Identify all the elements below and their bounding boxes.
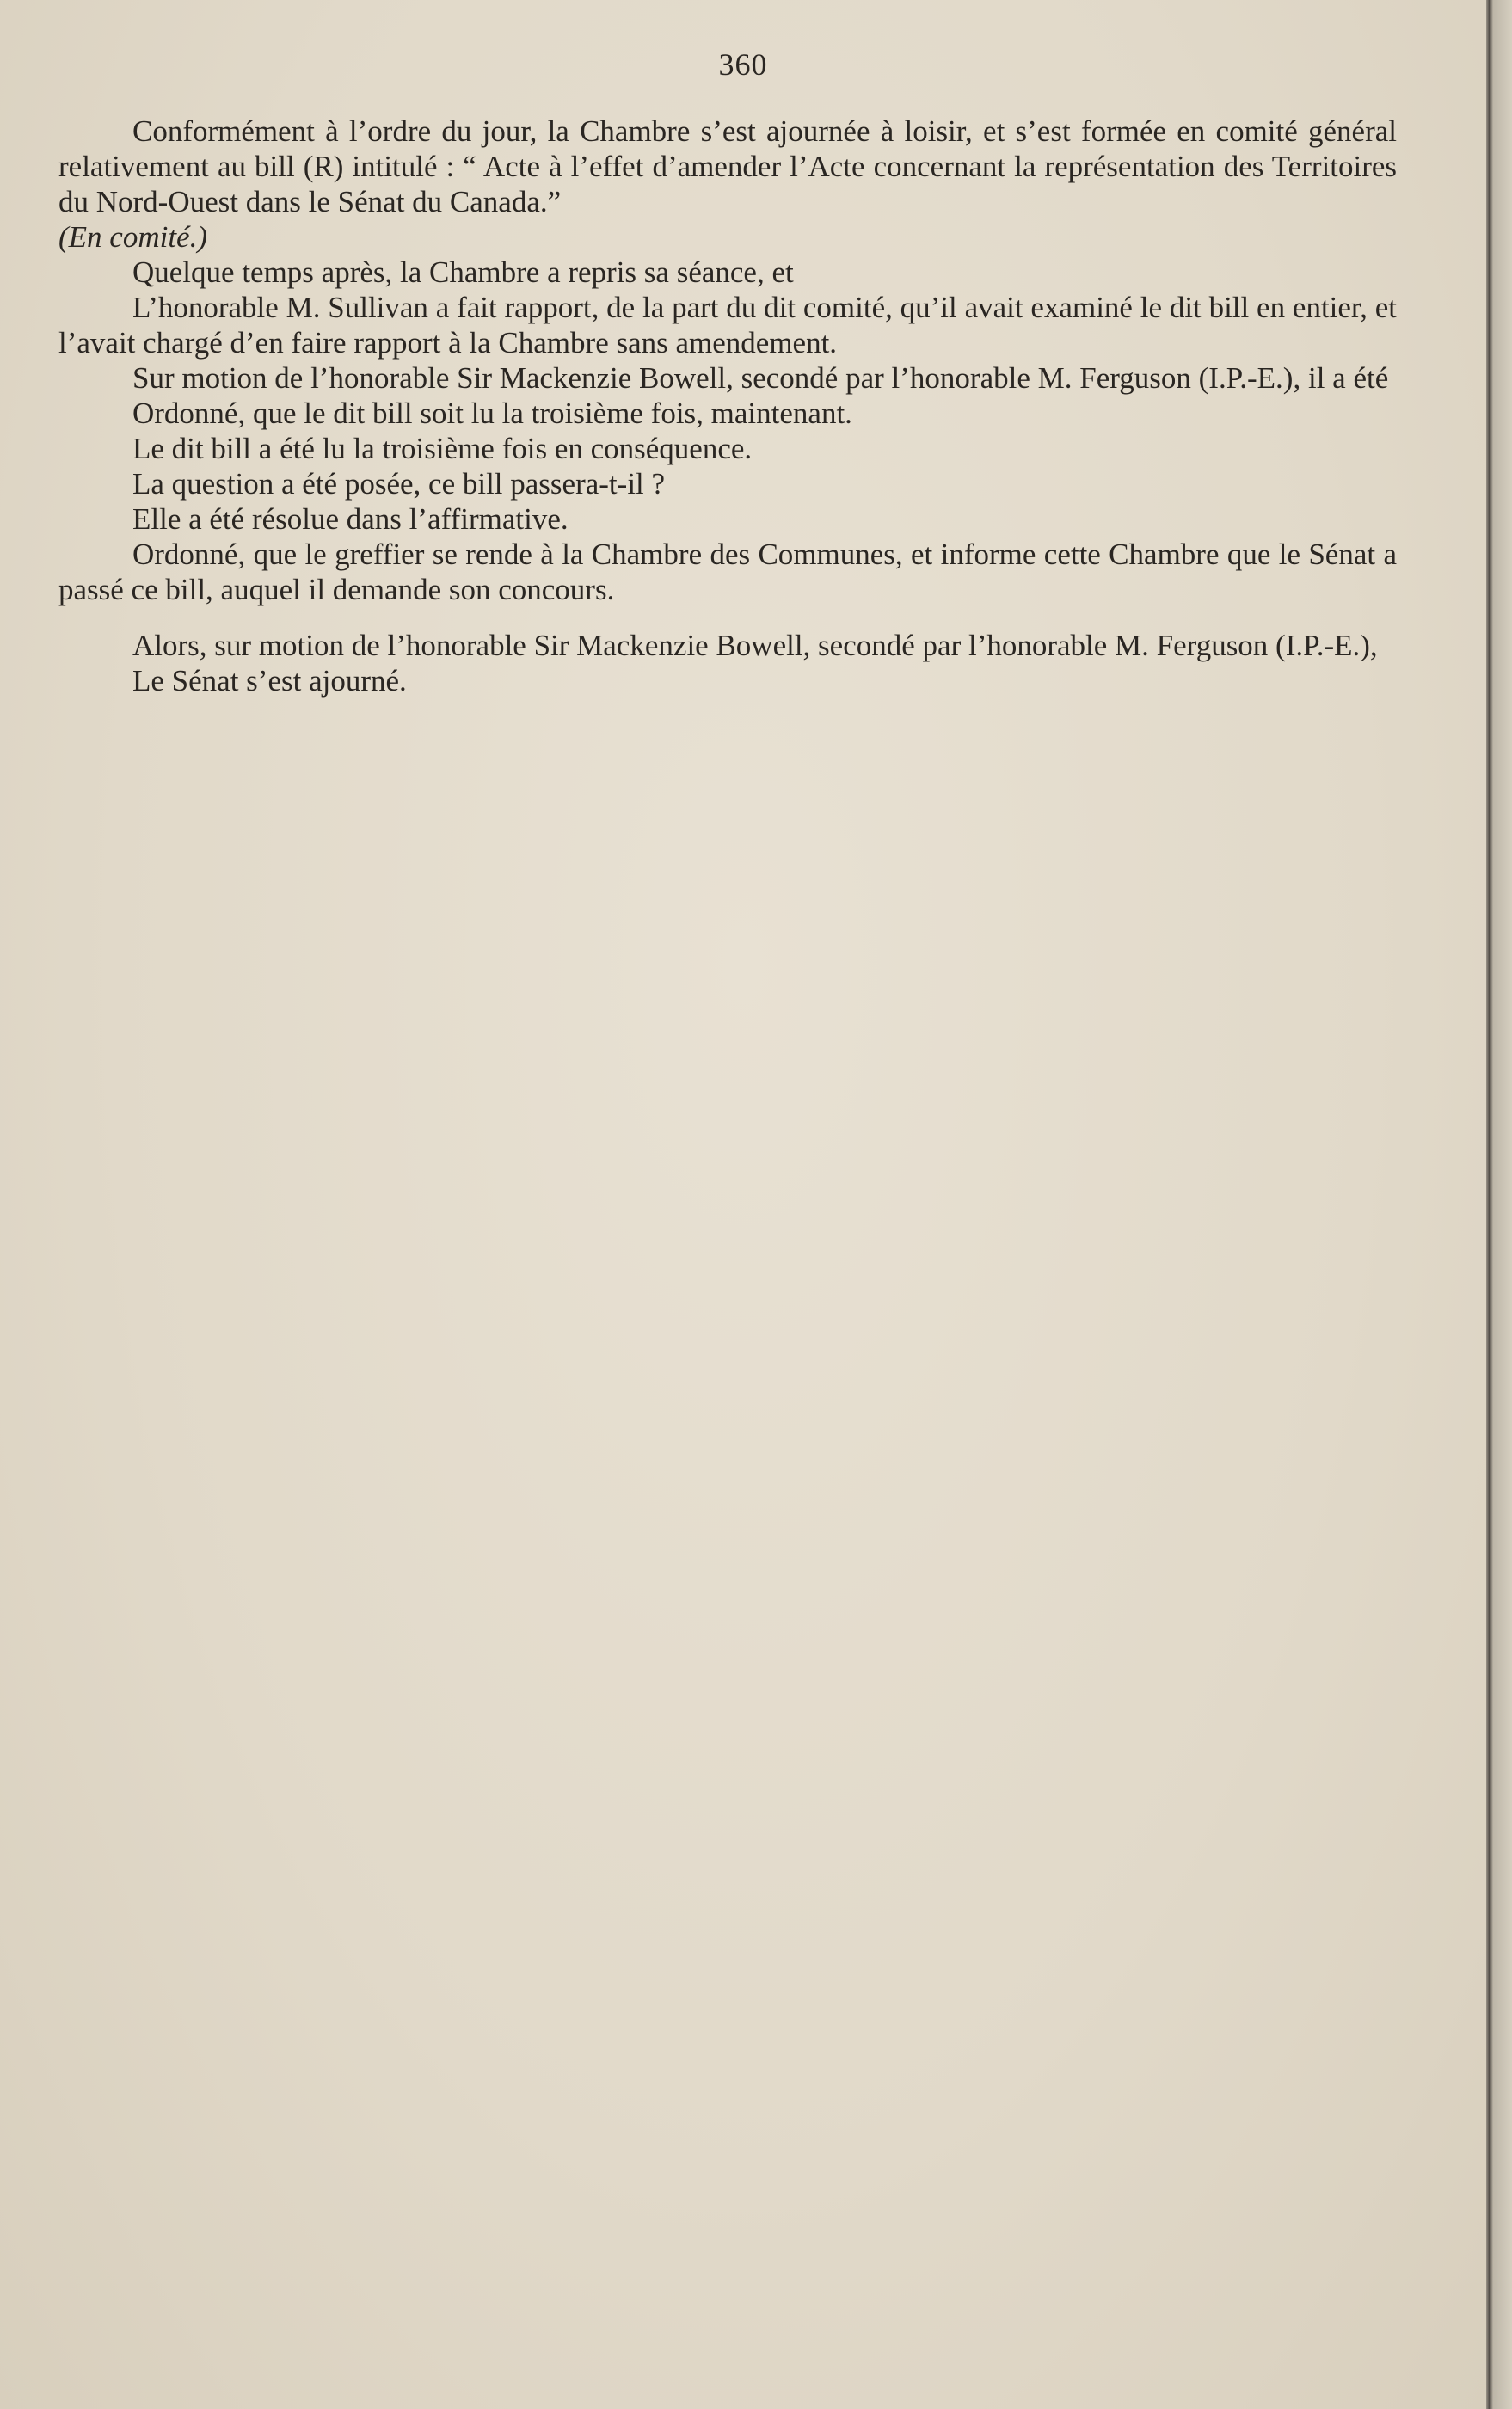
- paragraph-committee-intro: Conformément à l’ordre du jour, la Chambre s’est ajournée à loisir, et s’est formée en comité général relativement au bill (R) intitulé : “ Acte à l’effet d’amender l’Acte concernant la représentation des Territoires du Nord-Ouest dans le Sénat du Canada.”: [58, 114, 1397, 218]
- paragraph-affirmative: Elle a été résolue dans l’affirmative.: [132, 502, 569, 536]
- page-binding-edge: [1486, 0, 1512, 2409]
- body-text: [58, 114, 1397, 698]
- paragraph-ordered-third-reading: Ordonné, que le dit bill soit lu la troisième fois, maintenant.: [132, 396, 852, 430]
- paragraph-senate-adjourned: Le Sénat s’est ajourné.: [132, 664, 407, 698]
- paragraph-resumed: Quelque temps après, la Chambre a repris sa séance, et: [132, 255, 794, 289]
- paragraph-motion: Sur motion de l’honorable Sir Mackenzie Bowell, secondé par l’honorable M. Ferguson (I.P.-E.), il a été: [132, 361, 1389, 395]
- paragraph-ordered-clerk: Ordonné, que le greffier se rende à la Chambre des Communes, et informe cette Chambre que le Sénat a passé ce bill, auquel il demande son concours.: [58, 538, 1397, 606]
- paragraph-read-third-time: Le dit bill a été lu la troisième fois en conséquence.: [132, 432, 753, 465]
- paragraph-question: La question a été posée, ce bill passera-t-il ?: [132, 467, 666, 501]
- paragraph-adjournment-motion: Alors, sur motion de l’honorable Sir Mackenzie Bowell, secondé par l’honorable M. Ferguson (I.P.-E.),: [132, 629, 1378, 662]
- page-number: 360: [718, 47, 768, 82]
- paragraph-report: L’honorable M. Sullivan a fait rapport, de la part du dit comité, qu’il avait examiné le dit bill en entier, et l’avait chargé d’en faire rapport à la Chambre sans amendement.: [58, 291, 1397, 360]
- section-heading-en-comite: (En comité.): [58, 220, 207, 254]
